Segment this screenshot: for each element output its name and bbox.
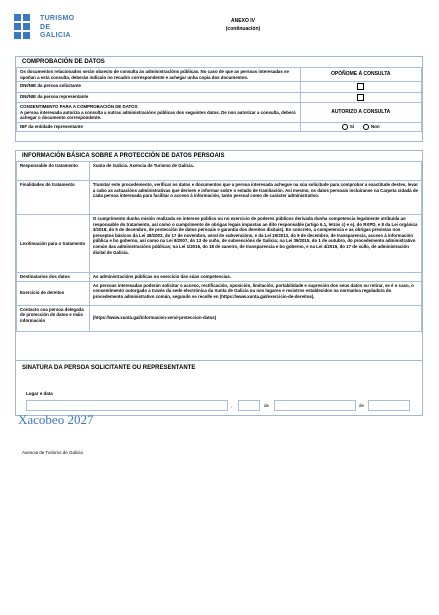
comma-separator: , [231,403,233,408]
privacy-text-contact: (https://www.xunta.gal/informacion-xeral-proteccion-datos) [89,305,421,331]
oppose-dni-applicant-checkbox[interactable] [357,83,364,90]
logo-mark-icon [14,14,38,46]
row-dni-applicant: DNI/NIE da persoa solicitante [17,82,301,92]
privacy-label-controller: Responsable do tratamento [17,162,90,181]
yes-label: Si [349,124,355,129]
de-label-2: de [359,403,365,408]
row-dni-representative: DNI/NIE da persoa representante [17,92,301,102]
consent-title: CONSENTIMENTO PARA A COMPROBACIÓN DE DATOS [20,104,138,110]
privacy-label-contact: Contacto coa persoa delegada de protección de datos e máis información [17,305,90,331]
footer-agency: Axencia de Turismo de Galicia [22,450,83,455]
annex-title: ANEXO IV [231,18,255,24]
oppose-dni-representative-checkbox[interactable] [357,94,364,101]
month-input[interactable] [274,400,356,411]
turismo-galicia-logo [14,14,84,50]
authorize-no-radio[interactable] [363,124,369,130]
authorize-header: AUTORIZO A CONSULTA [300,103,422,123]
no-label: Non [370,124,380,129]
place-date-label: Lugar e data [26,391,53,396]
privacy-table [16,161,422,332]
xacobeo-logo [18,412,93,428]
privacy-title: INFORMACIÓN BÁSICA SOBRE A PROTECCIÓN DE DATOS PERSOAIS [22,153,225,159]
xacobeo-text: Xacobeo 2027 [18,412,94,427]
place-input[interactable] [26,400,228,411]
consent-text: A persoa interesada autoriza a consulta a outras administracións públicas dos seguintes datos. De non autorizar a consulta, deberá achegar o documento correspondente. [20,109,296,121]
privacy-text-legitimation: O cumprimento dunha misión realizada en interese público ou no exercicio de poderes públicos derivada dunha competencia legalmente atribuída ao responsable do tratamento, así como o cumprimento de obrigas legais impostas ao dito responsable (artigo 6.1, letras c) e e), do RXPD, e 8 da Lei orgánica 3/2018, do 5 de decembro, de protección de datos persoais e garantía dos dereitos dixitais). En concreto, a competencia e as obrigas previstas nos preceptos básicos da Lei 38/2003, do 17 de novembro, xeral de subvencións, e da Lei 19/2013, do 9 de decembro, de transparencia, acceso á información pública e bo goberno, así como na Lei 9/2007, do 13 de xuño, de subvencións de Galicia; na Lei 39/2015, do 1 de outubro, do procedemento administrativo común das administracións públicas; na Lei 1/2016, do 18 de xaneiro, de transparencia e bo goberno, e na Lei 4/2019, do 17 de xullo, de administración dixital de Galicia. [89,215,421,273]
data-check-section [15,56,423,142]
privacy-section [15,150,423,362]
row-nif-entity: NIF da entidade representante [17,122,301,131]
day-input[interactable] [238,400,260,411]
privacy-text-recipients: As administracións públicas no exercicio das súas competencias. [89,273,421,282]
logo-line-2: DE [40,23,51,31]
data-check-table [16,67,422,132]
privacy-text-controller: Xunta de Galicia. Axencia de Turismo de Galicia. [89,162,421,181]
logo-line-3: GALICIA [40,32,71,39]
signature-section [15,360,423,416]
privacy-label-legitimation: Lexitimación para o tratamento [17,215,90,273]
year-input[interactable] [368,400,410,411]
annex-continuation: (continuación) [225,26,261,32]
privacy-text-rights: As persoas interesadas poderán solicitar o acceso, rectificación, oposición, limitación, portabilidade e supresión dos seus datos ou retirar, se é o caso, o consentimento outorgado a través da sede electrónica da Xunta de Galicia ou nos lugares e rexistros establecidos na normativa reguladora do procedemento administrativo común, segundo se recolle en (https://www.xunta.gal/exercicio-de-dereitos). [89,281,421,305]
privacy-text-purposes: Tramitar este procedemento, verificar os datos e documentos que a persoa interesada achegue na súa solicitude para comprobar a exactitude destes, levar a cabo as actuacións administrativas que deriven e informar sobre o estado de tramitación. Así mesmo, os datos persoais incluíranse na Carpeta cidadá de cada persoa interesada para facilitar o acceso á información, tanto persoal como de carácter administrativo. [89,181,421,215]
privacy-label-rights: Exercicio de dereitos [17,281,90,305]
authorize-yes-radio[interactable] [342,124,348,130]
annex-header [200,17,286,33]
privacy-label-purposes: Finalidades do tratamento [17,181,90,215]
oppose-header: OPÓÑOME Á CONSULTA [300,68,422,82]
data-check-intro: Os documentos relacionados serán obxecto de consulta ás administracións públicas. No caso de que as persoas interesadas se opoñan a esta consulta, deberán indicalo no recadro correspondente e achegar unha copia dos documentos. [17,68,301,82]
privacy-label-recipients: Destinatarios dos datos [17,273,90,282]
data-check-title: COMPROBACIÓN DE DATOS [22,59,105,65]
signature-title: SINATURA DA PERSOA SOLICITANTE OU REPRESENTANTE [22,365,196,371]
consent-block [17,103,301,123]
de-label-1: de [264,403,270,408]
logo-line-1: TURISMO [40,15,75,22]
